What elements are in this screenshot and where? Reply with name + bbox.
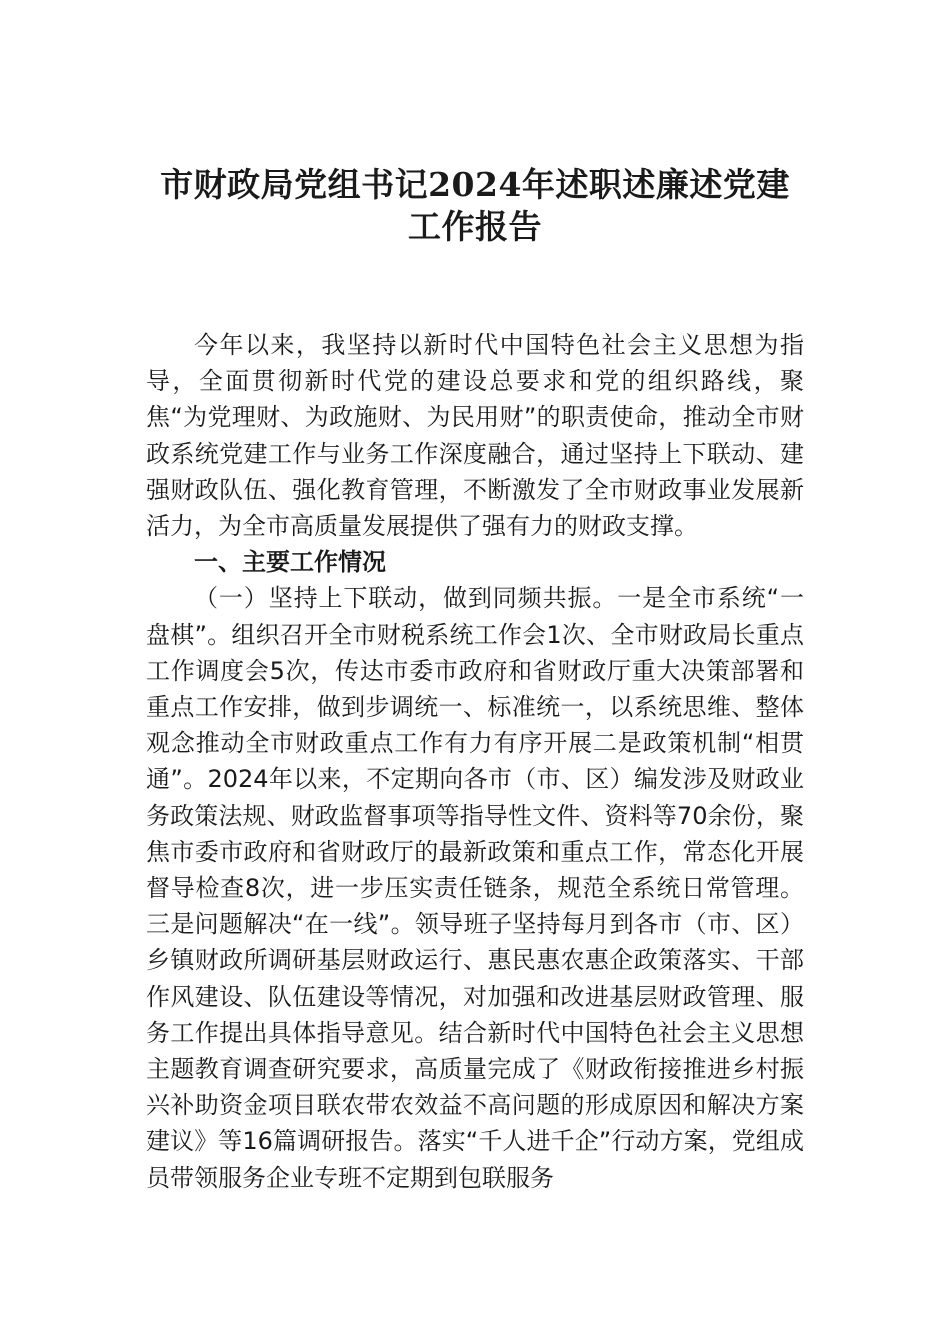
document-body	[146, 327, 804, 1196]
section-heading-main-work: 一、主要工作情况	[194, 548, 386, 577]
document-title-line-2: 工作报告	[408, 207, 542, 246]
intro-paragraph: 今年以来，我坚持以新时代中国特色社会主义思想为指导，全面贯彻新时代党的建设总要求和党的组织路线，聚焦“为党理财、为政施财、为民用财”的职责使命，推动全市财政系统党建工作与业务工作深度融合，通过坚持上下联动、建强财政队伍、强化教育管理，不断激发了全市财政事业发展新活力，为全市高质量发展提供了强有力的财政支撑。	[146, 331, 804, 541]
document-title-line-1: 市财政局党组书记2024年述职述廉述党建	[160, 165, 790, 204]
section-paragraph: （一）坚持上下联动，做到同频共振。一是全市系统“一盘棋”。组织召开全市财税系统工作会1次、全市财政局长重点工作调度会5次，传达市委市政府和省财政厅重大决策部署和重点工作安排，做到步调统一、标准统一，以系统思维、整体观念推动全市财政重点工作有力有序开展二是政策机制“相贯通”。2024年以来，不定期向各市（市、区）编发涉及财政业务政策法规、财政监督事项等指导性文件、资料等70余份，聚焦市委市政府和省财政厅的最新政策和重点工作，常态化开展督导检查8次，进一步压实责任链条，规范全系统日常管理。三是问题解决“在一线”。领导班子坚持每月到各市（市、区）乡镇财政所调研基层财政运行、惠民惠农惠企政策落实、干部作风建设、队伍建设等情况，对加强和改进基层财政管理、服务工作提出具体指导意见。结合新时代中国特色社会主义思想主题教育调查研究要求，高质量完成了《财政衔接推进乡村振兴补助资金项目联农带农效益不高问题的形成原因和解决方案建议》等16篇调研报告。落实“千人进千企”行动方案，党组成员带领服务企业专班不定期到包联服务	[146, 584, 804, 1192]
